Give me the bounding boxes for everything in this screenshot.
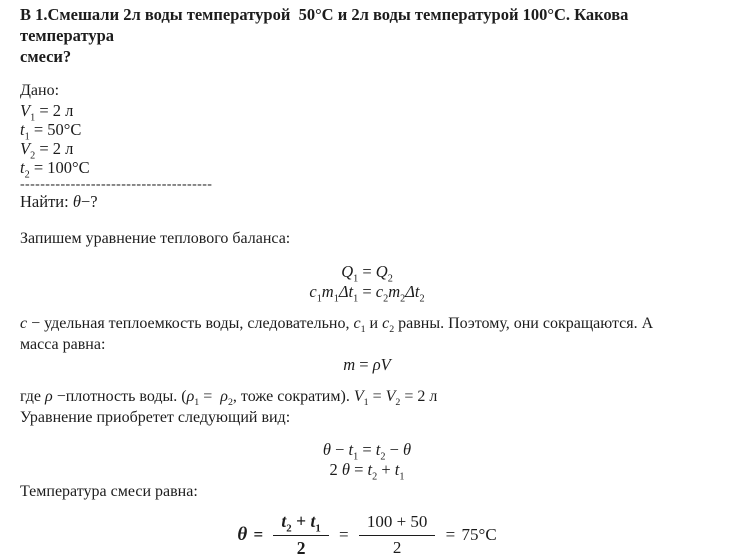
fraction-numerator — [273, 511, 328, 536]
var-c2-sub: 2 — [389, 324, 395, 336]
var-t2: t — [281, 511, 287, 531]
paragraph-line-2: масса равна: — [20, 336, 106, 353]
result-formula — [20, 511, 714, 554]
var-t1-sub: 1 — [24, 131, 30, 143]
given-v1 — [20, 101, 714, 124]
var-v2-sub: 2 — [395, 397, 401, 409]
var-c1: c — [309, 282, 317, 301]
fraction-numeric — [359, 512, 436, 554]
title-line-1: В 1.Смешали 2л воды температурой 50°С и 2л воды температурой 100°С. Какова температура — [20, 5, 633, 45]
equals-sign: = — [358, 440, 376, 459]
var-v1-sub: 1 — [30, 112, 36, 124]
var-q1-sub: 1 — [353, 273, 359, 285]
result-intro: Температура смеси равна: — [20, 483, 198, 500]
result-value: 75°С — [461, 525, 497, 544]
var-t2-sub: 2 — [372, 471, 378, 483]
var-t1-sub: 1 — [353, 451, 359, 463]
var-t1-sub: 1 — [399, 471, 405, 483]
var-rho: ρ — [372, 355, 381, 374]
equals-sign: = — [199, 388, 221, 405]
var-m: m — [343, 355, 356, 374]
var-theta: θ — [237, 524, 248, 545]
find-label: Найти: — [20, 192, 73, 211]
var-m2: m — [388, 282, 401, 301]
find-line — [20, 192, 714, 211]
var-v1-sub: 1 — [363, 397, 369, 409]
given-t1 — [20, 120, 714, 143]
var-v1: V — [20, 101, 31, 120]
heat-capacity-paragraph — [20, 313, 714, 355]
fraction-denominator: 2 — [392, 538, 402, 554]
given-t2-value: = 100°С — [29, 158, 90, 177]
var-t1: t — [348, 440, 354, 459]
equals-sign: = — [368, 388, 386, 405]
plus-sign: + — [291, 511, 311, 531]
density-line-2: Уравнение приобретет следующий вид: — [20, 409, 291, 426]
given-header: Дано: — [20, 82, 60, 99]
var-v2: V — [20, 139, 31, 158]
var-dt1-sub: 1 — [353, 293, 359, 305]
coefficient-2: 2 — [329, 460, 342, 479]
equals-sign: = — [355, 355, 373, 374]
equation-cmt — [20, 282, 714, 305]
balance-intro: Запишем уравнение теплового баланса: — [20, 230, 291, 247]
given-v2 — [20, 139, 714, 162]
equation-theta-2 — [20, 460, 714, 483]
var-t1-sub: 1 — [315, 522, 321, 535]
var-theta: θ — [72, 192, 81, 211]
given-t1-value: = 50°С — [29, 120, 82, 139]
given-v2-value: = 2 л — [35, 139, 74, 158]
density-paragraph — [20, 386, 714, 428]
var-c1: c — [353, 315, 361, 332]
var-q1: Q — [341, 262, 354, 281]
var-t2: t — [367, 460, 373, 479]
plus-sign: + — [377, 460, 395, 479]
balance-equations — [20, 262, 714, 305]
var-c2-sub: 2 — [383, 293, 389, 305]
given-v1-value: = 2 л — [35, 101, 74, 120]
var-c2: c — [375, 282, 384, 301]
equation-theta-1 — [20, 440, 714, 463]
var-t1: t — [310, 511, 316, 531]
var-c1-sub: 1 — [360, 324, 366, 336]
theta-equations — [20, 440, 714, 483]
var-rho2: ρ — [220, 388, 228, 405]
equals-sign: = — [349, 460, 368, 479]
paragraph-text: и — [365, 315, 383, 332]
var-q2: Q — [375, 262, 388, 281]
minus-sign: − — [385, 440, 404, 459]
var-t2-sub: 2 — [286, 522, 292, 535]
equals-sign: = — [358, 262, 376, 281]
var-t1: t — [394, 460, 400, 479]
var-c: c — [20, 315, 28, 332]
fraction-numerator: 100 + 50 — [359, 512, 436, 536]
var-theta: θ — [322, 440, 331, 459]
fraction-denominator: 2 — [296, 538, 306, 554]
var-t2-sub: 2 — [380, 451, 386, 463]
given-section — [20, 81, 714, 211]
equals-sign: = — [358, 282, 376, 301]
find-question: −? — [80, 192, 98, 211]
problem-title — [20, 4, 714, 67]
equals-sign: = — [441, 525, 460, 544]
var-t2-sub: 2 — [24, 169, 30, 181]
var-m1: m — [321, 282, 334, 301]
var-c1-sub: 1 — [316, 293, 322, 305]
paragraph-text: равны. Поэтому, они сокращаются. А — [394, 315, 654, 332]
dashed-divider: -------------------------------------- — [20, 177, 213, 192]
var-v2-sub: 2 — [30, 150, 36, 162]
given-t2 — [20, 158, 714, 181]
var-dt1: Δt — [338, 282, 354, 301]
paragraph-text: − удельная теплоемкость воды, следовательно, — [27, 315, 354, 332]
var-m2-sub: 2 — [400, 293, 406, 305]
var-dt2: Δt — [405, 282, 420, 301]
var-t2: t — [375, 440, 381, 459]
paragraph-line-1 — [20, 313, 714, 334]
paragraph-text: где — [20, 388, 46, 405]
paragraph-text: , тоже сократим). — [232, 388, 354, 405]
paragraph-text: = 2 л — [400, 388, 438, 405]
var-theta: θ — [403, 440, 412, 459]
fraction-symbolic — [273, 511, 328, 554]
equation-mass — [20, 355, 714, 375]
minus-sign: − — [330, 440, 349, 459]
equals-sign: = — [334, 525, 353, 544]
var-t2: t — [20, 158, 25, 177]
var-v: V — [380, 355, 391, 374]
equation-q1-q2 — [20, 262, 714, 285]
equals-sign: = — [249, 525, 268, 544]
var-rho2-sub: 2 — [227, 397, 233, 409]
title-line-2: смеси? — [20, 47, 72, 66]
var-q2-sub: 2 — [387, 273, 393, 285]
var-c2: c — [382, 315, 390, 332]
var-rho1-sub: 1 — [194, 397, 200, 409]
var-theta: θ — [341, 460, 350, 479]
var-rho: ρ — [45, 388, 53, 405]
var-v1: V — [353, 388, 364, 405]
var-m1-sub: 1 — [333, 293, 339, 305]
paragraph-text: −плотность воды. ( — [52, 388, 187, 405]
var-t1: t — [20, 120, 25, 139]
var-v2: V — [385, 388, 396, 405]
var-dt2-sub: 2 — [419, 293, 425, 305]
var-rho1: ρ — [186, 388, 195, 405]
density-line-1 — [20, 386, 714, 407]
